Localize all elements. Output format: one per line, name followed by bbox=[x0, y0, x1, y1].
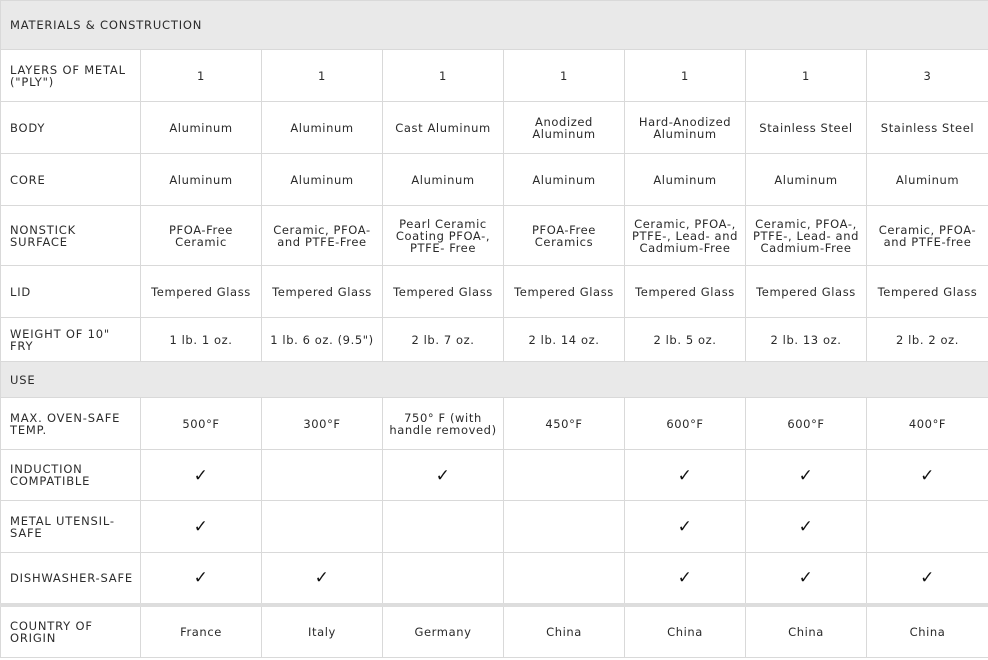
check-cell bbox=[867, 450, 988, 501]
section-title: USE bbox=[1, 362, 988, 398]
table-cell: 1 bbox=[625, 50, 746, 102]
row-label: CORE bbox=[1, 154, 141, 206]
table-cell: Ceramic, PFOA-, PTFE-, Lead- and Cadmium-Free bbox=[625, 206, 746, 266]
table-cell: Germany bbox=[383, 605, 504, 658]
table-cell: 600°F bbox=[746, 398, 867, 450]
table-cell: Aluminum bbox=[383, 154, 504, 206]
table-cell: Cast Aluminum bbox=[383, 102, 504, 154]
check-cell bbox=[383, 501, 504, 553]
table-cell: 450°F bbox=[504, 398, 625, 450]
table-cell: 400°F bbox=[867, 398, 988, 450]
row-label: NONSTICK SURFACE bbox=[1, 206, 141, 266]
table-cell: Pearl Ceramic Coating PFOA-, PTFE- Free bbox=[383, 206, 504, 266]
checkmark-icon: ✓ bbox=[435, 465, 451, 486]
row-label: LAYERS OF METAL ("PLY") bbox=[1, 50, 141, 102]
checkmark-icon: ✓ bbox=[677, 465, 693, 486]
checkmark-icon: ✓ bbox=[193, 568, 209, 589]
checkmark-icon: ✓ bbox=[677, 568, 693, 589]
checkmark-icon: ✓ bbox=[193, 465, 209, 486]
row-label: DISHWASHER-SAFE bbox=[1, 553, 141, 605]
table-cell: Aluminum bbox=[625, 154, 746, 206]
check-cell bbox=[504, 450, 625, 501]
table-cell: 1 bbox=[262, 50, 383, 102]
check-cell bbox=[504, 501, 625, 553]
table-cell: China bbox=[504, 605, 625, 658]
table-row bbox=[1, 605, 988, 658]
table-cell: 1 bbox=[504, 50, 625, 102]
table-cell: 3 bbox=[867, 50, 988, 102]
table-cell: 1 lb. 1 oz. bbox=[141, 318, 262, 362]
table-cell: Ceramic, PFOA- and PTFE-Free bbox=[262, 206, 383, 266]
table-row bbox=[1, 553, 988, 605]
check-cell bbox=[141, 450, 262, 501]
check-cell bbox=[746, 450, 867, 501]
checkmark-icon: ✓ bbox=[798, 517, 814, 537]
row-label: METAL UTENSIL-SAFE bbox=[1, 501, 141, 553]
checkmark-icon: ✓ bbox=[798, 568, 814, 589]
checkmark-icon: ✓ bbox=[677, 517, 693, 537]
checkmark-icon: ✓ bbox=[920, 568, 935, 589]
check-cell bbox=[625, 553, 746, 605]
check-cell bbox=[625, 501, 746, 553]
table-cell: Tempered Glass bbox=[141, 266, 262, 318]
check-cell bbox=[383, 450, 504, 501]
row-label: COUNTRY OF ORIGIN bbox=[1, 605, 141, 658]
table-cell: Tempered Glass bbox=[504, 266, 625, 318]
check-cell bbox=[262, 553, 383, 605]
check-cell bbox=[262, 501, 383, 553]
check-cell bbox=[867, 501, 988, 553]
table-cell: 600°F bbox=[625, 398, 746, 450]
table-cell: Aluminum bbox=[867, 154, 988, 206]
table-cell: 2 lb. 2 oz. bbox=[867, 318, 988, 362]
row-label: INDUCTION COMPATIBLE bbox=[1, 450, 141, 501]
table-row bbox=[1, 154, 988, 206]
table-cell: Ceramic, PFOA-, PTFE-, Lead- and Cadmium-Free bbox=[746, 206, 867, 266]
table-cell: Hard-Anodized Aluminum bbox=[625, 102, 746, 154]
check-cell bbox=[262, 450, 383, 501]
table-row bbox=[1, 501, 988, 553]
row-label: BODY bbox=[1, 102, 141, 154]
table-cell: 750° F (with handle removed) bbox=[383, 398, 504, 450]
table-cell: Tempered Glass bbox=[383, 266, 504, 318]
table-cell: PFOA-Free Ceramics bbox=[504, 206, 625, 266]
table-cell: Aluminum bbox=[141, 102, 262, 154]
table-cell: Stainless Steel bbox=[867, 102, 988, 154]
checkmark-icon: ✓ bbox=[314, 568, 330, 589]
table-cell: Aluminum bbox=[262, 102, 383, 154]
table-cell: China bbox=[867, 605, 988, 658]
check-cell bbox=[746, 553, 867, 605]
table-cell: Tempered Glass bbox=[746, 266, 867, 318]
table-cell: Italy bbox=[262, 605, 383, 658]
table-cell: Tempered Glass bbox=[867, 266, 988, 318]
section-title: MATERIALS & CONSTRUCTION bbox=[1, 1, 988, 50]
check-cell bbox=[867, 553, 988, 605]
table-cell: 2 lb. 14 oz. bbox=[504, 318, 625, 362]
check-cell bbox=[141, 501, 262, 553]
table-cell: China bbox=[746, 605, 867, 658]
table-cell: Aluminum bbox=[504, 154, 625, 206]
table-cell: Ceramic, PFOA- and PTFE-free bbox=[867, 206, 988, 266]
checkmark-icon: ✓ bbox=[920, 465, 935, 486]
table-cell: 1 bbox=[746, 50, 867, 102]
table-cell: Tempered Glass bbox=[625, 266, 746, 318]
section-header-row bbox=[1, 362, 988, 398]
table-cell: 2 lb. 5 oz. bbox=[625, 318, 746, 362]
checkmark-icon: ✓ bbox=[798, 465, 814, 486]
check-cell bbox=[504, 553, 625, 605]
table-cell: Aluminum bbox=[141, 154, 262, 206]
table-row bbox=[1, 398, 988, 450]
table-cell: 500°F bbox=[141, 398, 262, 450]
table-row bbox=[1, 206, 988, 266]
row-label: WEIGHT OF 10" FRY bbox=[1, 318, 141, 362]
check-cell bbox=[383, 553, 504, 605]
table-cell: Aluminum bbox=[746, 154, 867, 206]
table-row bbox=[1, 318, 988, 362]
table-cell: PFOA-Free Ceramic bbox=[141, 206, 262, 266]
table-cell: Anodized Aluminum bbox=[504, 102, 625, 154]
table-cell: 300°F bbox=[262, 398, 383, 450]
table-cell: Aluminum bbox=[262, 154, 383, 206]
row-label: MAX. OVEN-SAFE TEMP. bbox=[1, 398, 141, 450]
row-label: LID bbox=[1, 266, 141, 318]
table-cell: China bbox=[625, 605, 746, 658]
checkmark-icon: ✓ bbox=[193, 517, 209, 537]
table-cell: 1 lb. 6 oz. (9.5") bbox=[262, 318, 383, 362]
table-row bbox=[1, 266, 988, 318]
table-cell: 1 bbox=[383, 50, 504, 102]
table-cell: France bbox=[141, 605, 262, 658]
table-cell: Stainless Steel bbox=[746, 102, 867, 154]
check-cell bbox=[746, 501, 867, 553]
table-row bbox=[1, 450, 988, 501]
table-cell: Tempered Glass bbox=[262, 266, 383, 318]
table-row bbox=[1, 50, 988, 102]
table-row bbox=[1, 102, 988, 154]
section-header-row bbox=[1, 1, 988, 50]
check-cell bbox=[625, 450, 746, 501]
table-cell: 2 lb. 13 oz. bbox=[746, 318, 867, 362]
table-cell: 2 lb. 7 oz. bbox=[383, 318, 504, 362]
table-cell: 1 bbox=[141, 50, 262, 102]
check-cell bbox=[141, 553, 262, 605]
